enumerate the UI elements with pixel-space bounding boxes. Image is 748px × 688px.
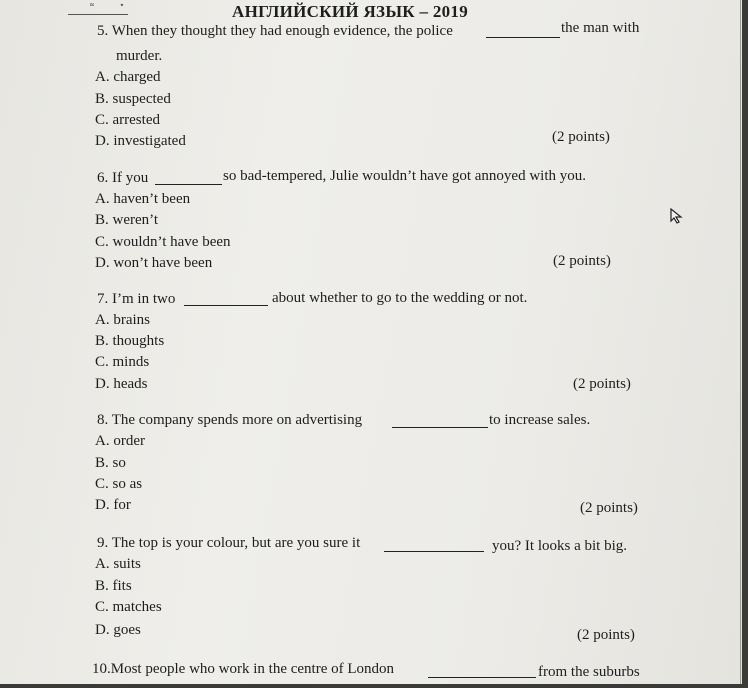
q9-answer-blank bbox=[384, 551, 484, 552]
q6-stem-part1: 6. If you bbox=[97, 170, 149, 186]
q9-stem-part1: 9. The top is your colour, but are you sure it bbox=[97, 535, 361, 551]
q8-option-c: C. so as bbox=[95, 476, 143, 492]
q9-option-c: C. matches bbox=[95, 599, 162, 615]
q9-option-d: D. goes bbox=[95, 622, 141, 638]
q10-answer-blank bbox=[428, 677, 536, 678]
q6-option-b: B. weren’t bbox=[95, 212, 159, 228]
q7-answer-blank bbox=[184, 305, 268, 306]
q7-option-c: C. minds bbox=[95, 354, 150, 370]
q6-option-c: C. wouldn’t have been bbox=[95, 234, 231, 250]
q9-points: (2 points) bbox=[577, 627, 635, 643]
university-logo bbox=[68, 1, 126, 20]
q7-option-b: B. thoughts bbox=[95, 333, 165, 349]
q10-stem-part1: 10.Most people who work in the centre of London bbox=[92, 661, 395, 677]
q7-option-a: A. brains bbox=[95, 312, 150, 328]
q6-stem-part2: so bad-tempered, Julie wouldn’t have got annoyed with you. bbox=[223, 168, 586, 184]
q8-option-b: B. so bbox=[95, 455, 126, 471]
q9-option-b: B. fits bbox=[95, 578, 132, 594]
q10-stem-part2: from the suburbs bbox=[538, 664, 640, 680]
q6-answer-blank bbox=[155, 184, 222, 185]
mouse-cursor-icon bbox=[670, 208, 684, 224]
q8-points: (2 points) bbox=[580, 500, 638, 516]
q7-points: (2 points) bbox=[573, 376, 631, 392]
logo-mark: ≈ bbox=[90, 1, 95, 9]
q5-points: (2 points) bbox=[552, 129, 610, 145]
q7-stem-part2: about whether to go to the wedding or not. bbox=[272, 290, 528, 306]
q9-option-a: A. suits bbox=[95, 556, 141, 572]
q8-option-d: D. for bbox=[95, 497, 131, 513]
page-title: АНГЛИЙСКИЙ ЯЗЫК – 2019 bbox=[232, 2, 469, 21]
q5-stem-part2: the man with bbox=[561, 20, 640, 36]
q8-option-a: A. order bbox=[95, 433, 145, 449]
q9-stem-part2: you? It looks a bit big. bbox=[492, 538, 627, 554]
logo-mark-small: ٭ bbox=[120, 1, 124, 9]
q6-option-a: A. haven’t been bbox=[95, 191, 191, 207]
q7-stem-part1: 7. I’m in two bbox=[97, 291, 176, 307]
q8-answer-blank bbox=[392, 427, 488, 428]
q5-option-c: C. arrested bbox=[95, 112, 160, 128]
q8-stem-part2: to increase sales. bbox=[489, 412, 591, 428]
q5-stem-part3: murder. bbox=[116, 48, 163, 64]
q5-answer-blank bbox=[486, 37, 560, 38]
q5-option-b: B. suspected bbox=[95, 91, 171, 107]
q7-option-d: D. heads bbox=[95, 376, 148, 392]
page-edge bbox=[740, 0, 741, 684]
q5-option-a: A. charged bbox=[95, 69, 161, 85]
q6-points: (2 points) bbox=[553, 253, 611, 269]
q5-stem-part1: 5. When they thought they had enough evidence, the police bbox=[97, 23, 453, 39]
q6-option-d: D. won’t have been bbox=[95, 255, 213, 271]
q5-option-d: D. investigated bbox=[95, 133, 186, 149]
q8-stem-part1: 8. The company spends more on advertising bbox=[97, 412, 363, 428]
